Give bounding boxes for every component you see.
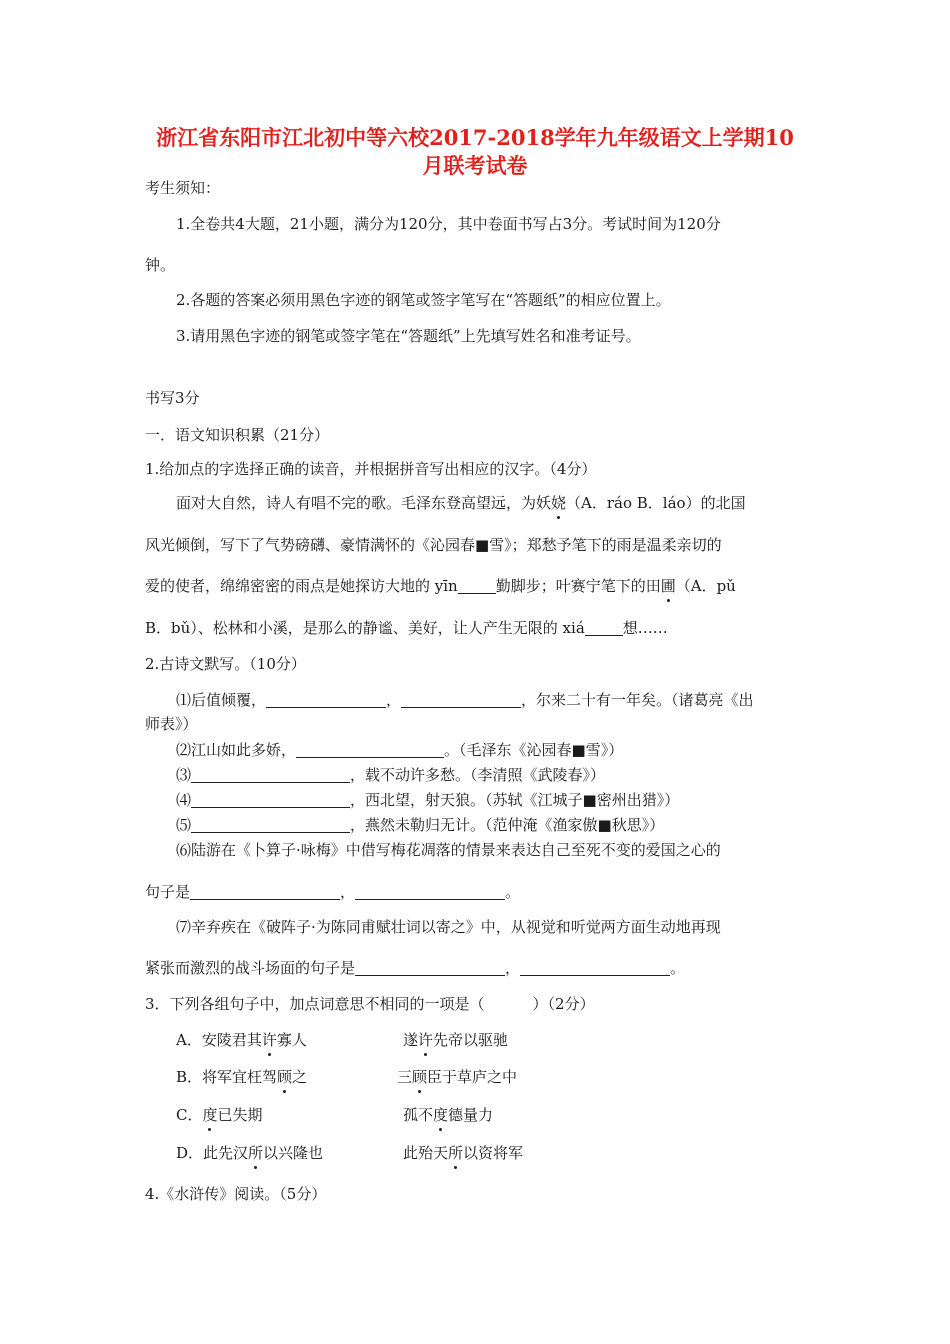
answer-blank[interactable]	[585, 619, 623, 636]
answer-blank[interactable]	[355, 959, 505, 976]
answer-blank[interactable]	[190, 883, 340, 900]
answer-blank[interactable]	[191, 766, 350, 783]
section-1-heading: 一．语文知识积累（21分）	[145, 426, 330, 444]
q2-stem: 2.古诗文默写。（10分）	[145, 655, 306, 673]
q3-option-d: D．此先汉所以兴隆也	[176, 1144, 324, 1162]
q3-option-a: A．安陵君其许寡人	[176, 1031, 307, 1049]
answer-blank[interactable]	[520, 959, 670, 976]
dotted-char: 顾	[277, 1068, 293, 1086]
dotted-char: 所	[248, 1144, 264, 1162]
q2-line-4: ⑷ ，西北望，射天狼。（苏轼《江城子■密州出猎》）	[176, 791, 680, 809]
q1-para-line-4: B．bǔ）、松林和小溪，是那么的静谧、美好，让人产生无限的 xiá 想……	[145, 619, 668, 637]
q1-para-line-1: 面对大自然，诗人有唱不完的歌。毛泽东登高望远，为妖娆（A．ráo B．láo）的北国	[176, 494, 746, 512]
dotted-char: 娆	[551, 494, 567, 512]
dotted-char: 许	[418, 1031, 434, 1049]
q1-para-line-3: 爱的使者，绵绵密密的雨点是她探访大地的 yīn 勤脚步；叶赛宁笔下的田圃（A．pǔ	[145, 577, 736, 595]
answer-blank[interactable]	[401, 691, 521, 708]
notice-item-1-cont: 钟。	[145, 256, 176, 274]
q1-para-line-2: 风光倾倒，写下了气势磅礴、豪情满怀的《沁园春■雪》；郑愁予笔下的雨是温柔亲切的	[145, 536, 722, 554]
q2-line-6: ⑹陆游在《卜算子·咏梅》中借写梅花凋落的情景来表达自己至死不变的爱国之心的	[176, 841, 721, 859]
q3-option-c-compare: 孤不度德量力	[403, 1106, 494, 1124]
q3-option-c: C．度已失期	[176, 1106, 263, 1124]
dotted-char: 顾	[412, 1068, 428, 1086]
q2-line-6-cont: 句子是 ， 。	[145, 883, 521, 901]
q2-line-2: ⑵江山如此多娇， 。（毛泽东《沁园春■雪》）	[176, 741, 624, 759]
answer-blank[interactable]	[266, 691, 386, 708]
q3-option-b-compare: 三顾臣于草庐之中	[397, 1068, 518, 1086]
notice-item-1: 1.全卷共4大题，21小题，满分为120分，其中卷面书写占3分。考试时间为120分	[176, 215, 721, 233]
dotted-char: 圃	[660, 577, 676, 595]
answer-blank[interactable]	[296, 741, 444, 758]
notice-item-2: 2.各题的答案必须用黑色字迹的钢笔或签字笔写在“答题纸”的相应位置上。	[176, 291, 671, 309]
answer-blank[interactable]	[355, 883, 505, 900]
q2-line-7-cont: 紧张而激烈的战斗场面的句子是 ， 。	[145, 959, 686, 977]
q3-option-b: B．将军宜枉驾顾之	[176, 1068, 308, 1086]
document-title	[0, 124, 950, 180]
q4-stem: 4.《水浒传》阅读。（5分）	[145, 1185, 327, 1203]
notice-item-3: 3.请用黑色字迹的钢笔或签字笔在“答题纸”上先填写姓名和准考证号。	[176, 327, 641, 345]
q3-option-d-compare: 此殆天所以资将军	[403, 1144, 524, 1162]
title-line-1: 浙江省东阳市江北初中等六校2017-2018学年九年级语文上学期10	[156, 125, 794, 150]
answer-blank[interactable]	[191, 816, 350, 833]
q2-line-7: ⑺辛弃疾在《破阵子·为陈同甫赋壮词以寄之》中，从视觉和听觉两方面生动地再现	[176, 918, 721, 936]
dotted-char: 度	[202, 1106, 218, 1124]
q2-line-3: ⑶ ，载不动许多愁。（李清照《武陵春》）	[176, 766, 606, 784]
q2-line-1-cont: 师表》）	[145, 715, 198, 733]
q3-stem: 3．下列各组句子中，加点词意思不相同的一项是（ ）（2分）	[145, 995, 595, 1013]
dotted-char: 许	[261, 1031, 277, 1049]
answer-blank[interactable]	[191, 791, 350, 808]
q1-stem: 1.给加点的字选择正确的读音，并根据拼音写出相应的汉字。（4分）	[145, 460, 597, 478]
answer-blank[interactable]	[458, 577, 496, 594]
q2-line-1: ⑴后值倾覆， ， ，尔来二十有一年矣。（诸葛亮《出	[176, 691, 754, 709]
notice-heading: 考生须知：	[145, 179, 221, 197]
dotted-char: 度	[433, 1106, 449, 1124]
writing-score: 书写3分	[145, 389, 200, 407]
title-line-2: 月联考试卷	[422, 153, 528, 178]
q2-line-5: ⑸ ，燕然未勒归无计。（范仲淹《渔家傲■秋思》）	[176, 816, 665, 834]
dotted-char: 所	[448, 1144, 464, 1162]
q3-option-a-compare: 遂许先帝以驱驰	[403, 1031, 509, 1049]
